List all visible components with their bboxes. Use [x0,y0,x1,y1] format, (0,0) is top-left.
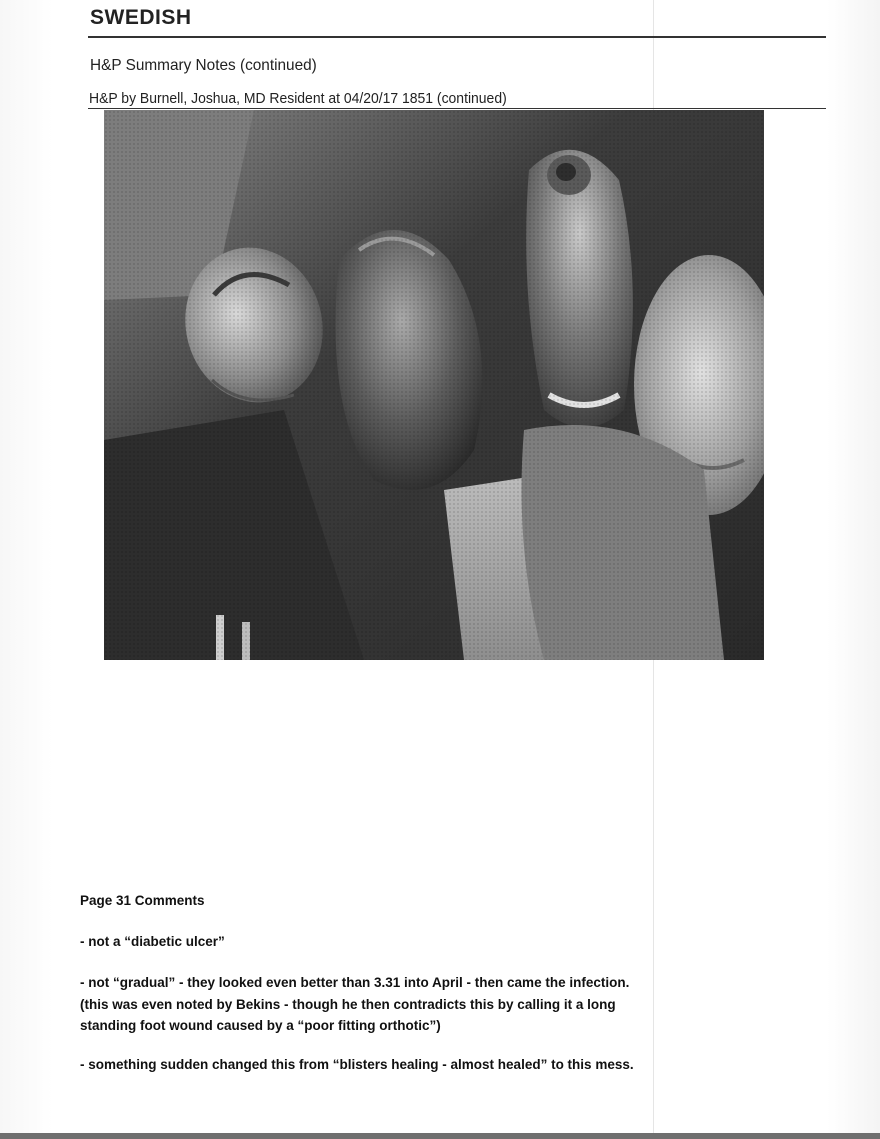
comment-line: - not a “diabetic ulcer” [80,934,225,949]
author-line: H&P by Burnell, Joshua, MD Resident at 04/20/17 1851 (continued) [89,90,507,107]
clinical-photo-icon [104,110,764,660]
author-divider [88,108,826,109]
scan-bottom-edge [0,1133,880,1139]
comment-line: - not “gradual” - they looked even better than 3.31 into April - then came the infection. [80,975,630,990]
header-divider [88,36,826,38]
brand-title: SWEDISH [90,6,192,29]
comment-line: standing foot wound caused by a “poor fitting orthotic”) [80,1018,441,1033]
comment-line: (this was even noted by Bekins - though he then contradicts this by calling it a long [80,997,616,1012]
section-subtitle: H&P Summary Notes (continued) [90,57,317,74]
comments-heading: Page 31 Comments [80,893,205,908]
comment-line: - something sudden changed this from “blisters healing - almost healed” to this mess. [80,1057,634,1072]
clinical-photo [104,110,764,660]
